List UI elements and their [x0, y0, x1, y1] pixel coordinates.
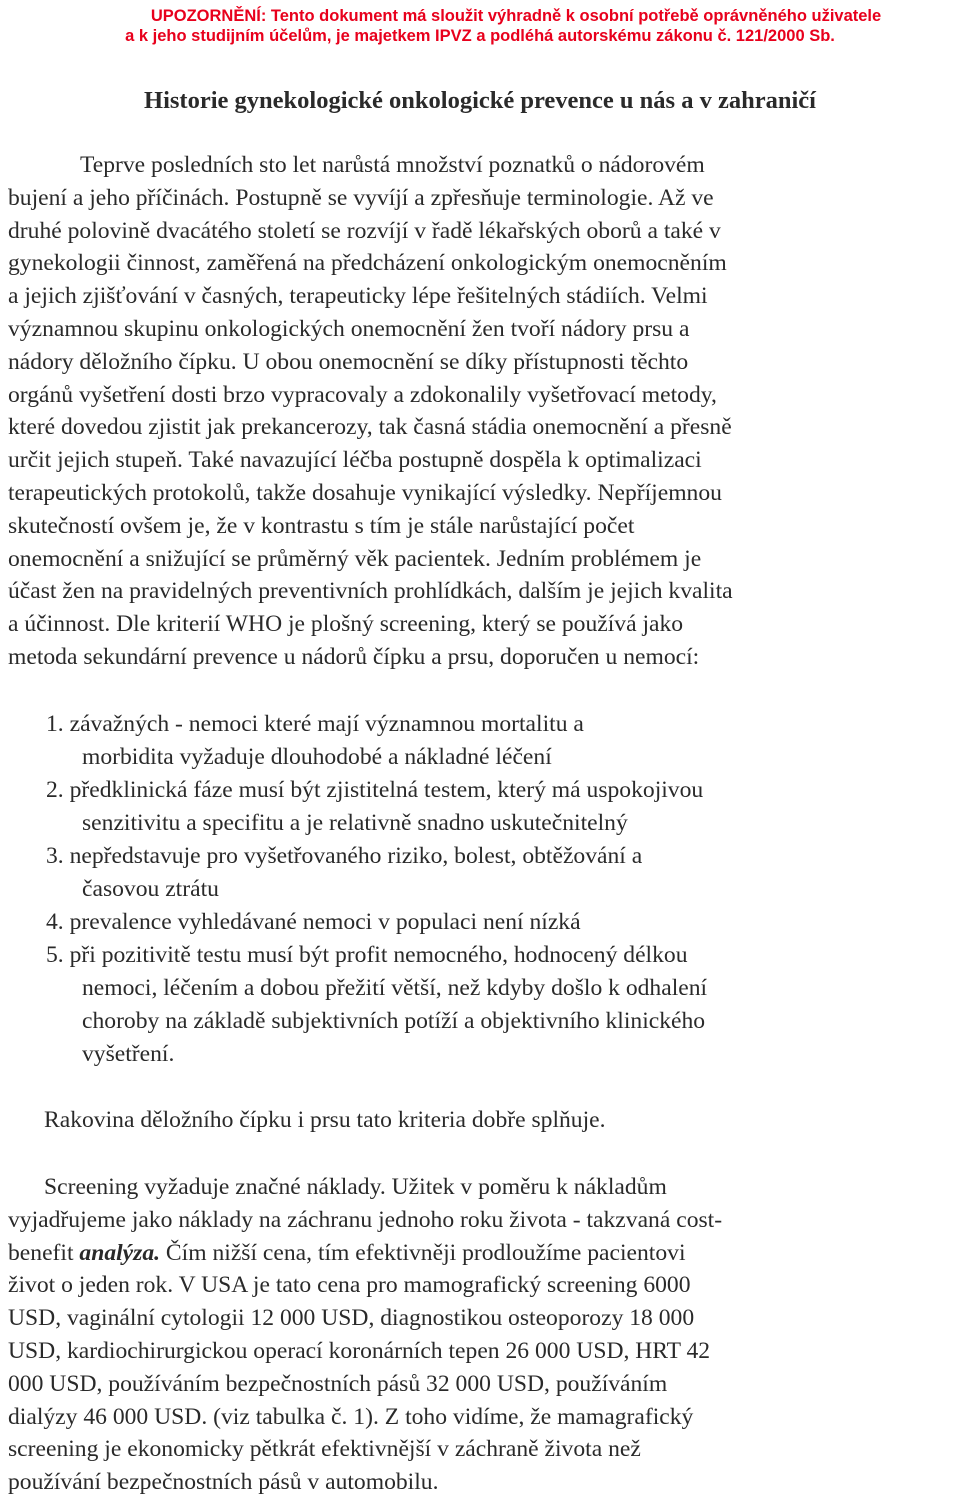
list-item [46, 939, 946, 1071]
document-title: Historie gynekologické onkologické prevence u nás a v zahraničí [144, 87, 816, 114]
emphasis-analyza: analýza. [79, 1239, 161, 1266]
list-item [46, 708, 946, 774]
list-item [46, 774, 946, 840]
paragraph-line: screening je ekonomicky pětkrát efektivnější v záchraně života než [8, 1436, 641, 1463]
paragraph-line: metoda sekundární prevence u nádorů čípku a prsu, doporučen u nemocí: [8, 643, 700, 670]
paragraph-line: skutečností ovšem je, že v kontrastu s tím je stále narůstající počet [8, 512, 635, 539]
paragraph-line [8, 1237, 956, 1270]
paragraph-line: dialýzy 46 000 USD. (viz tabulka č. 1). Z toho vidíme, že mamagrafický [8, 1403, 694, 1430]
text-run: Čím nižší cena, tím efektivněji prodloužíme pacientovi [160, 1239, 686, 1266]
text-run: benefit [8, 1239, 80, 1266]
list-item-line: choroby na základě subjektivních potíží a objektivního klinického [82, 1008, 706, 1034]
paragraph-line: život o jeden rok. V USA je tato cena pro mamografický screening 6000 [8, 1272, 691, 1299]
paragraph-line: USD, vaginální cytologii 12 000 USD, diagnostikou osteoporozy 18 000 [8, 1305, 695, 1332]
paragraph-line: Teprve posledních sto let narůstá množství poznatků o nádorovém [80, 152, 705, 178]
paragraph-line: bujení a jeho příčinách. Postupně se vyvíjí a zpřesňuje terminologie. Až ve [8, 184, 714, 211]
warning-line-2: a k jeho studijním účelům, je majetkem IPVZ a podléhá autorskému zákonu č. 121/2000 Sb. [125, 27, 835, 45]
warning-line-1: UPOZORNĚNÍ: Tento dokument má sloužit výhradně k osobní potřebě oprávněného uživatele [150, 7, 882, 25]
list-item-line: vyšetření. [82, 1041, 175, 1067]
paragraph-line: určit jejich stupeň. Také navazující léčba postupně dospěla k optimalizaci [8, 447, 702, 474]
paragraph-line: účast žen na pravidelných preventivních prohlídkách, dalším je jejich kvalita [8, 578, 733, 605]
cost-paragraph [8, 1171, 956, 1499]
paragraph-line: vyjadřujeme jako náklady na záchranu jednoho roku života - takzvaná cost- [8, 1206, 723, 1233]
paragraph-line: a účinnost. Dle kriterií WHO je plošný screening, který se používá jako [8, 611, 684, 638]
paragraph-line: a jejich zjišťování v časných, terapeuticky lépe řešitelných stádiích. Velmi [8, 283, 708, 310]
paragraph-line: USD, kardiochirurgickou operací koronárních tepen 26 000 USD, HRT 42 [8, 1337, 711, 1364]
list-item-line: senzitivitu a specifitu a je relativně snadno uskutečnitelný [82, 810, 628, 836]
list-item-line: nemoci, léčením a dobou přežití větší, než kdyby došlo k odhalení [82, 975, 708, 1001]
paragraph-line: významnou skupinu onkologických onemocnění žen tvoří nádory prsu a [8, 315, 690, 342]
paragraph-line: Screening vyžaduje značné náklady. Užitek v poměru k nákladům [44, 1174, 667, 1200]
list-item [46, 906, 946, 939]
paragraph-line: druhé polovině dvacátého století se rozvíjí v řadě lékařských oborů a také v [8, 217, 721, 244]
paragraph-line: onemocnění a snižující se průměrný věk pacientek. Jedním problémem je [8, 545, 702, 572]
list-item-line: 3. nepředstavuje pro vyšetřovaného riziko, bolest, obtěžování a [46, 843, 643, 869]
intro-paragraph [8, 149, 956, 674]
paragraph-line: orgánů vyšetření dosti brzo vypracovaly a zdokonalily vyšetřovací metody, [8, 381, 717, 408]
copyright-warning [0, 6, 960, 46]
paragraph-line: nádory děložního čípku. U obou onemocnění se díky přístupnosti těchto [8, 348, 689, 375]
list-item-line: morbidita vyžaduje dlouhodobé a nákladné léčení [82, 744, 552, 770]
list-item [46, 840, 946, 906]
paragraph-line: používání bezpečnostních pásů v automobilu. [8, 1469, 439, 1496]
list-item-line: 2. předklinická fáze musí být zjistitelná testem, který má uspokojivou [46, 777, 704, 803]
paragraph-line: terapeutických protokolů, takže dosahuje vynikající výsledky. Nepříjemnou [8, 479, 722, 506]
who-criteria-list [46, 708, 946, 1071]
list-item-line: 4. prevalence vyhledávané nemoci v populaci není nízká [46, 909, 581, 935]
paragraph-line: 000 USD, používáním bezpečnostních pásů 32 000 USD, používáním [8, 1370, 668, 1397]
list-item-line: 5. při pozitivitě testu musí být profit nemocného, hodnocený délkou [46, 942, 688, 968]
list-item-line: 1. závažných - nemoci které mají významnou mortalitu a [46, 711, 584, 737]
list-item-line: časovou ztrátu [82, 876, 219, 902]
criteria-summary: Rakovina děložního čípku i prsu tato kriteria dobře splňuje. [44, 1107, 606, 1133]
paragraph-line: které dovedou zjistit jak prekancerozy, tak časná stádia onemocnění a přesně [8, 414, 732, 441]
paragraph-line: gynekologii činnost, zaměřená na předcházení onkologickým onemocněním [8, 250, 727, 277]
